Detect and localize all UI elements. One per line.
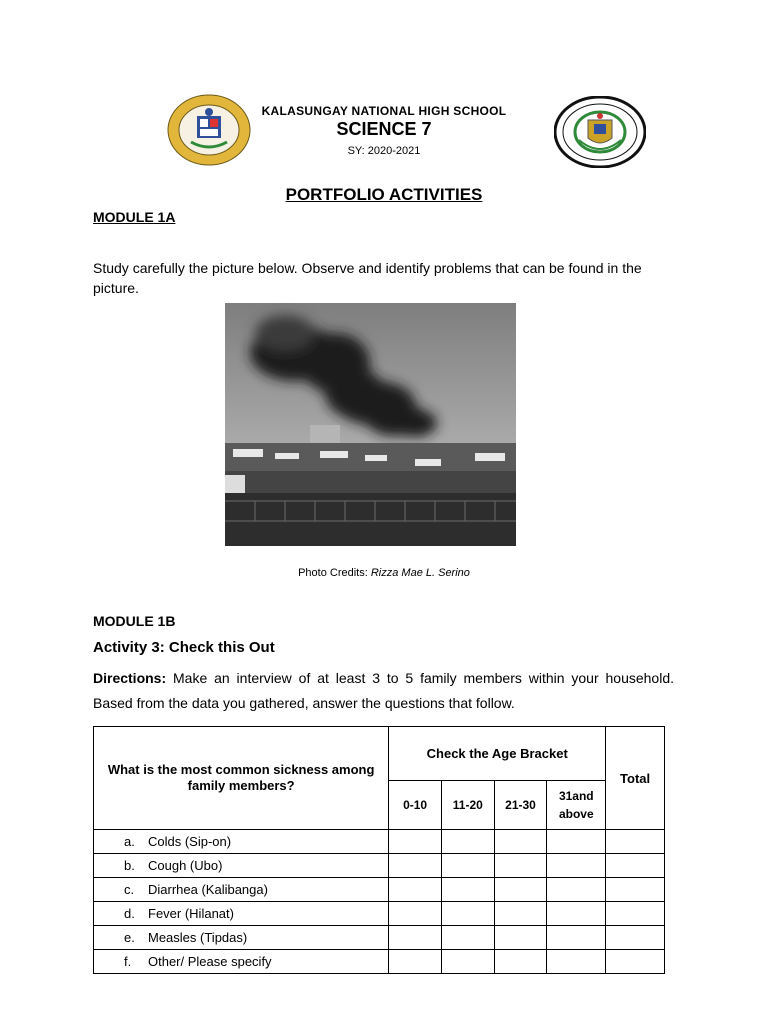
module-1a-instruction: Study carefully the picture below. Observe and identify problems that can be found in the picture. xyxy=(93,260,642,296)
subject-title: SCIENCE 7 xyxy=(336,119,432,139)
check-cell[interactable] xyxy=(494,854,547,878)
total-cell[interactable] xyxy=(606,878,665,902)
check-cell[interactable] xyxy=(389,926,442,950)
check-cell[interactable] xyxy=(547,902,606,926)
school-name: KALASUNGAY NATIONAL HIGH SCHOOL xyxy=(261,104,507,118)
check-cell[interactable] xyxy=(547,950,606,974)
check-cell[interactable] xyxy=(547,830,606,854)
row-letter: c. xyxy=(124,882,135,897)
check-cell[interactable] xyxy=(494,878,547,902)
row-label xyxy=(94,830,389,854)
row-letter: d. xyxy=(124,906,135,921)
table-row xyxy=(94,902,665,926)
total-cell[interactable] xyxy=(606,926,665,950)
page-title: PORTFOLIO ACTIVITIES xyxy=(285,185,483,204)
total-cell[interactable] xyxy=(606,830,665,854)
row-label xyxy=(94,902,389,926)
check-cell[interactable] xyxy=(547,878,606,902)
check-cell[interactable] xyxy=(441,926,494,950)
directions-body: Make an interview of at least 3 to 5 family members within your household. Based from the data you gathered, answer the questions that follow. xyxy=(93,670,674,711)
table-row xyxy=(94,878,665,902)
module-1a-heading: MODULE 1A xyxy=(93,209,176,225)
check-cell[interactable] xyxy=(441,878,494,902)
row-text: Other/ Please specify xyxy=(148,954,272,969)
check-cell[interactable] xyxy=(547,926,606,950)
table-header-row xyxy=(94,727,665,781)
photo-credit xyxy=(0,567,768,579)
table-row xyxy=(94,854,665,878)
question-header: What is the most common sickness among family members? xyxy=(94,727,389,830)
table-row xyxy=(94,830,665,854)
total-header: Total xyxy=(606,727,665,830)
check-cell[interactable] xyxy=(547,854,606,878)
age-col-21-30: 21-30 xyxy=(494,781,547,830)
sickness-survey-table xyxy=(93,726,665,974)
check-cell[interactable] xyxy=(494,830,547,854)
check-cell[interactable] xyxy=(441,830,494,854)
check-cell[interactable] xyxy=(441,950,494,974)
row-letter: f. xyxy=(124,954,132,969)
check-cell[interactable] xyxy=(441,902,494,926)
row-label xyxy=(94,854,389,878)
check-cell[interactable] xyxy=(389,950,442,974)
check-cell[interactable] xyxy=(389,878,442,902)
row-text: Fever (Hilanat) xyxy=(148,906,234,921)
check-cell[interactable] xyxy=(389,902,442,926)
check-cell[interactable] xyxy=(494,926,547,950)
total-cell[interactable] xyxy=(606,902,665,926)
row-label xyxy=(94,950,389,974)
table-row xyxy=(94,926,665,950)
table-row xyxy=(94,950,665,974)
row-text: Cough (Ubo) xyxy=(148,858,223,873)
photo-credit-label: Photo Credits: xyxy=(298,567,371,579)
check-cell[interactable] xyxy=(389,854,442,878)
check-cell[interactable] xyxy=(494,950,547,974)
total-cell[interactable] xyxy=(606,950,665,974)
row-letter: e. xyxy=(124,930,135,945)
check-cell[interactable] xyxy=(389,830,442,854)
row-text: Colds (Sip-on) xyxy=(148,834,232,849)
fire-smoke-photo xyxy=(225,303,516,546)
row-text: Diarrhea (Kalibanga) xyxy=(148,882,268,897)
activity-title: Activity 3: Check this Out xyxy=(93,639,275,656)
check-cell[interactable] xyxy=(441,854,494,878)
row-letter: a. xyxy=(124,834,135,849)
photo-credit-name: Rizza Mae L. Serino xyxy=(370,567,470,579)
school-year: SY: 2020-2021 xyxy=(347,145,421,157)
row-text: Measles (Tipdas) xyxy=(148,930,248,945)
age-bracket-header: Check the Age Bracket xyxy=(389,727,606,781)
total-cell[interactable] xyxy=(606,854,665,878)
age-col-0-10: 0-10 xyxy=(389,781,442,830)
row-label xyxy=(94,878,389,902)
row-letter: b. xyxy=(124,858,135,873)
directions-label: Directions: xyxy=(93,670,167,686)
directions-text xyxy=(93,666,674,716)
check-cell[interactable] xyxy=(494,902,547,926)
row-label xyxy=(94,926,389,950)
age-col-11-20: 11-20 xyxy=(441,781,494,830)
age-col-31-above: 31and above xyxy=(547,781,606,830)
module-1b-heading: MODULE 1B xyxy=(93,613,176,629)
